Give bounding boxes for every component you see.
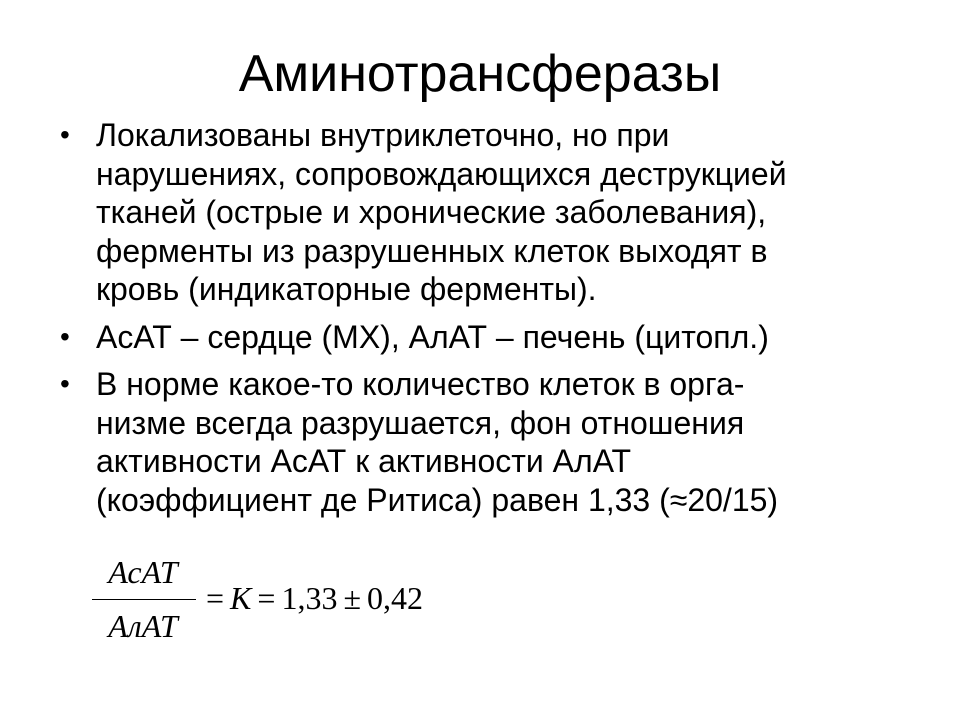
bullet-icon: •: [60, 119, 70, 150]
formula-variable: K: [230, 580, 252, 616]
formula-deviation: 0,42: [367, 580, 423, 616]
formula-value: 1,33: [281, 580, 338, 616]
bullet-text-line: (коэффициент де Ритиса) равен 1,33 (≈20/15): [96, 481, 779, 518]
slide-title: Аминотрансферазы: [238, 45, 722, 103]
formula-equals: =: [257, 580, 276, 616]
bullet-text-line: Локализованы внутриклеточно, но при: [96, 117, 670, 153]
bullet-text-line: ферменты из разрушенных клеток выходят в: [96, 232, 768, 269]
bullet-item-de-ritis: [60, 365, 910, 519]
bullet-text-line: кровь (индикаторные ферменты).: [96, 271, 597, 307]
formula-equals: =: [206, 580, 225, 616]
formula-plus-minus: ±: [343, 580, 361, 616]
formula-right-side: [200, 578, 423, 618]
bullet-icon: •: [60, 368, 70, 399]
bullet-text-line: АсАТ – сердце (МХ), АлАТ – печень (цитопл.): [96, 318, 769, 355]
de-ritis-formula: [88, 552, 508, 652]
bullet-text-line: нарушениях, сопровождающихся деструкцией: [96, 155, 787, 192]
bullet-text-line: В норме какое-то количество клеток в орга-: [96, 366, 745, 402]
bullet-item-localization: [60, 116, 910, 309]
bullet-text-line: активности АсАТ к активности АлАТ: [96, 443, 632, 479]
bullet-item-enzymes: [60, 318, 910, 357]
formula-denominator: АлАТ: [108, 608, 178, 644]
fraction-bar: [92, 599, 196, 600]
bullet-text-line: тканей (острые и хронические заболевания),: [96, 194, 767, 230]
bullet-text-line: низме всегда разрушается, фон отношения: [96, 404, 745, 441]
formula-fraction: [88, 552, 198, 652]
bullet-list: [60, 116, 910, 528]
bullet-icon: •: [60, 320, 70, 352]
formula-numerator: АсАТ: [108, 554, 178, 590]
